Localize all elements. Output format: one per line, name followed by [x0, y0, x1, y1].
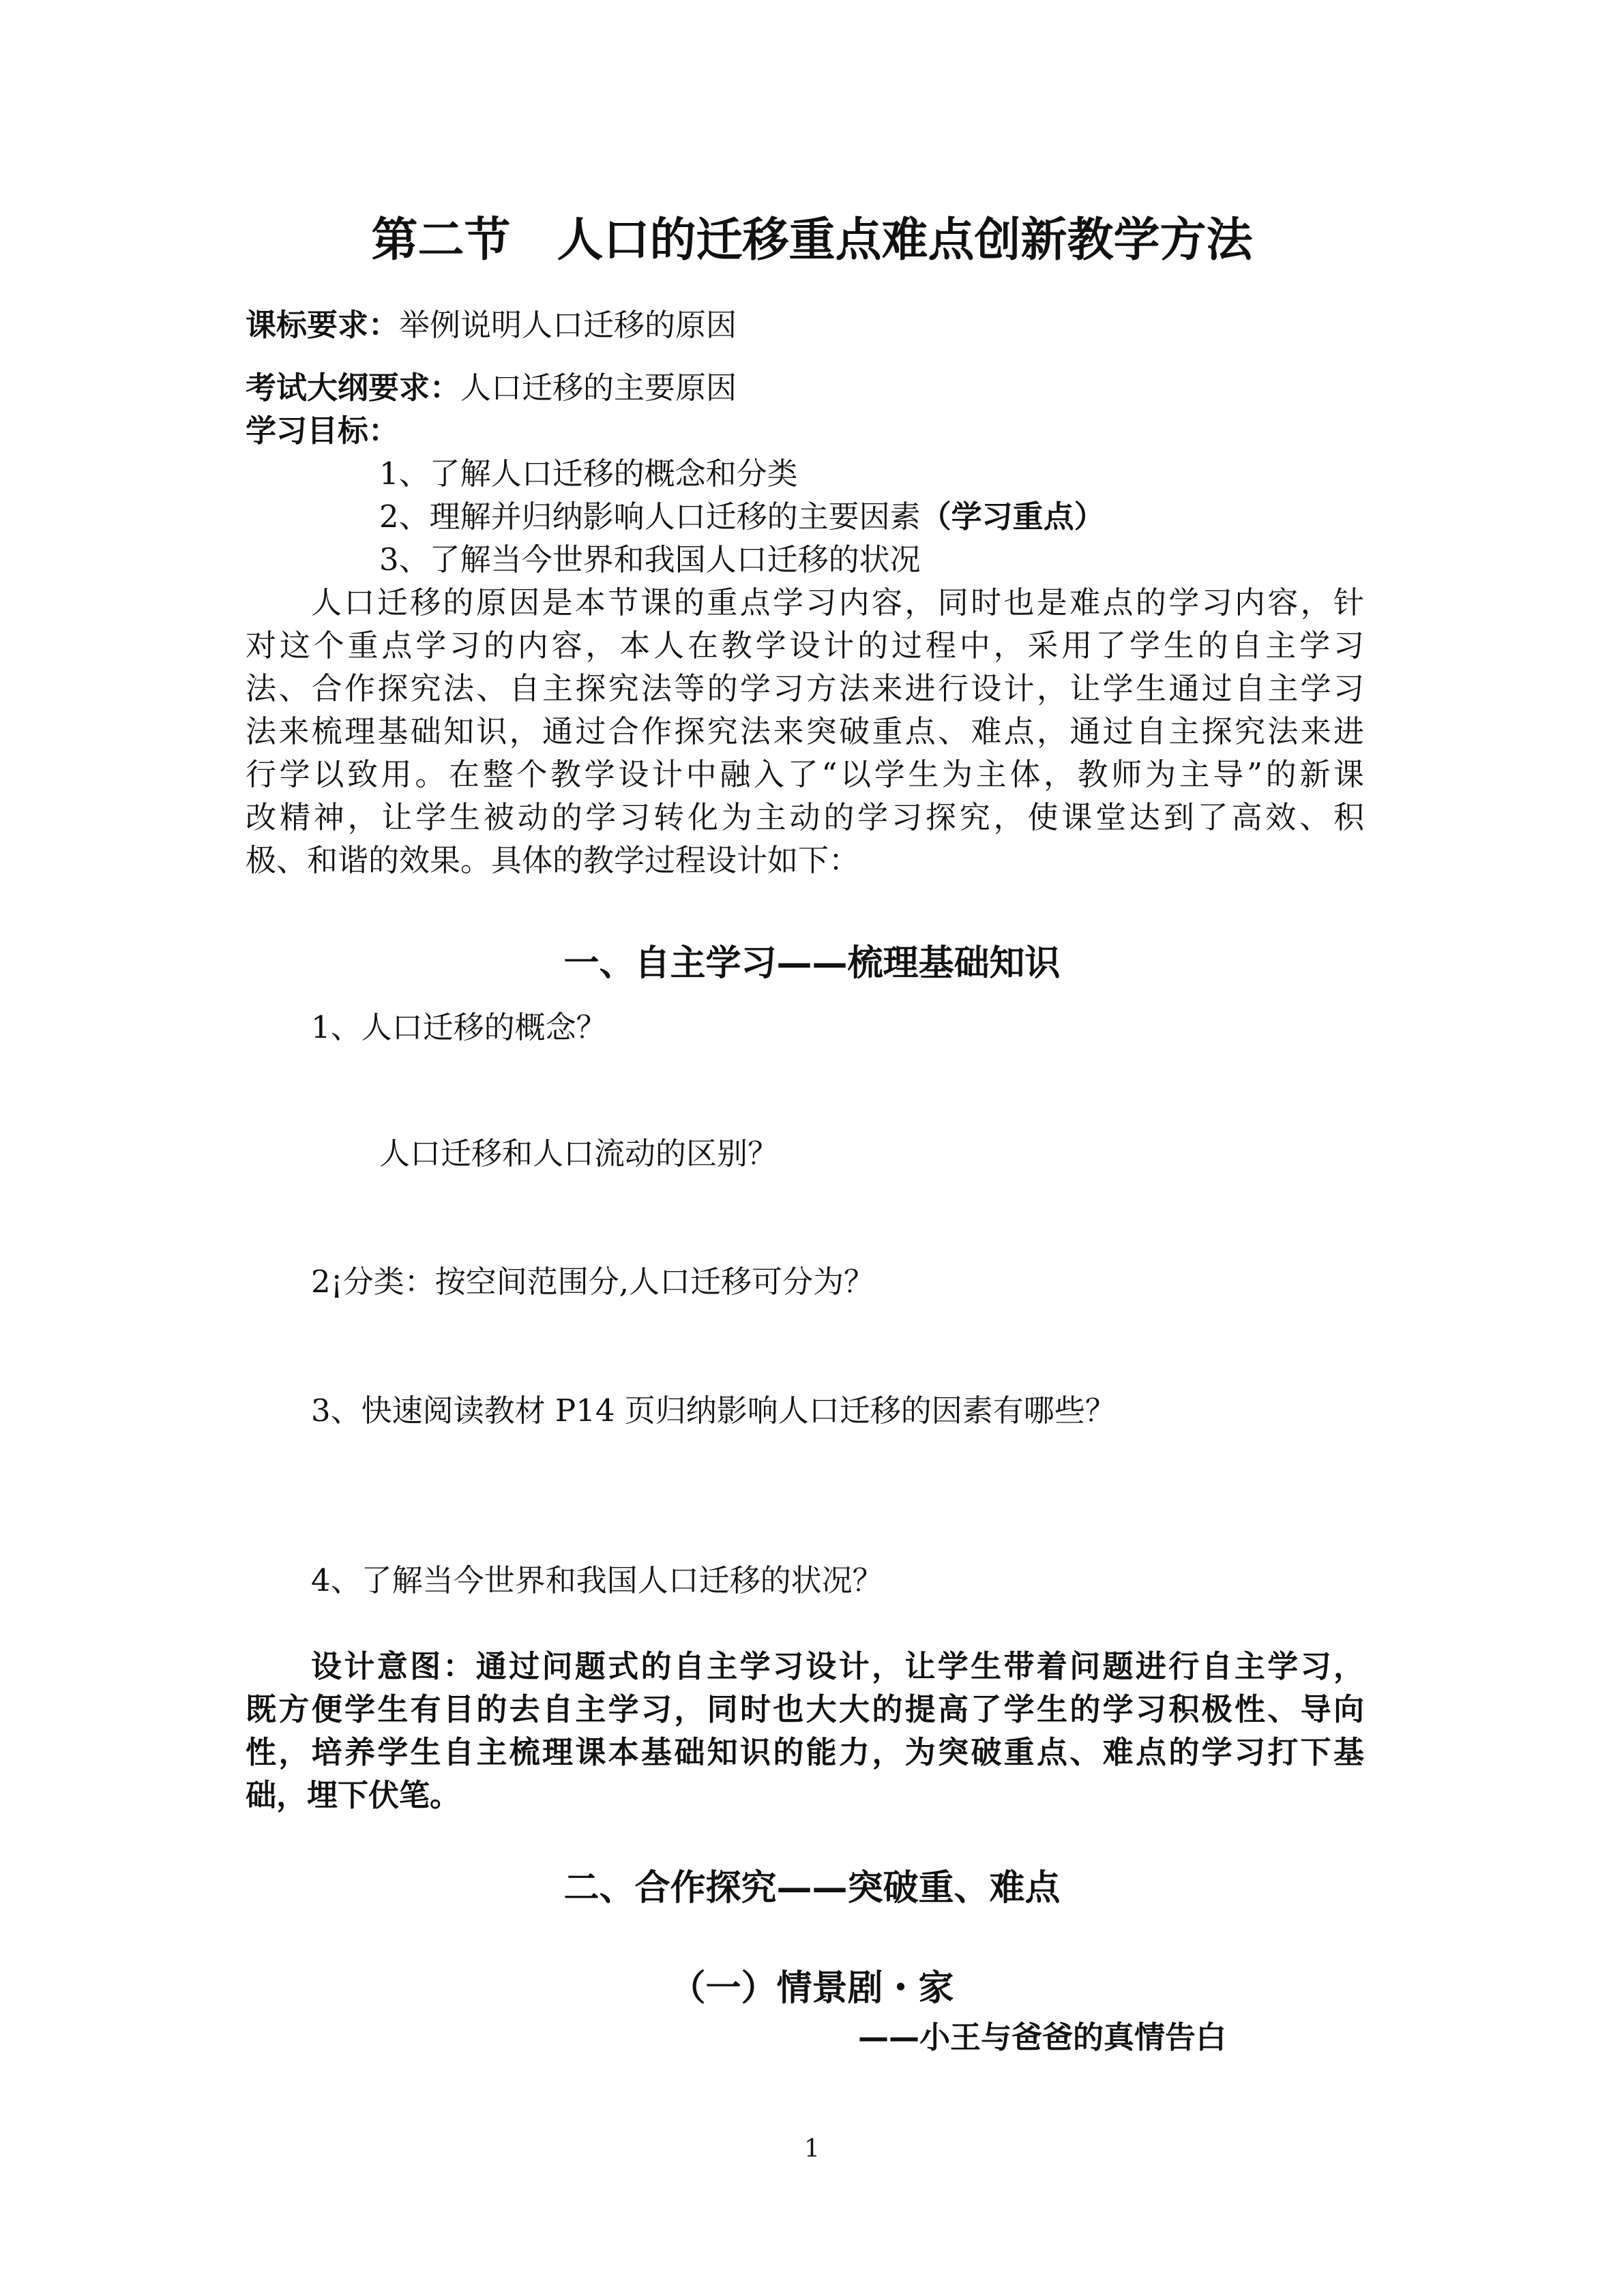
- exam-requirement: [246, 366, 737, 409]
- section-heading: 二、合作探究——突破重、难点: [563, 1868, 1061, 1909]
- intro-line: 行学以致用。在整个教学设计中融入了“以学生为主体，教师为主导”的新课: [246, 756, 1364, 792]
- goal-item: [379, 538, 921, 581]
- design-intent-line: 既方便学生有目的去自主学习，同时也大大的提高了学生的学习积极性、导向: [246, 1691, 1364, 1727]
- intro-line: 法来梳理基础知识，通过合作探究法来突破重点、难点，通过自主探究法来进: [246, 713, 1364, 749]
- goal-text: 1、了解人口迁移的概念和分类: [379, 456, 798, 492]
- page-title: 第二节 人口的迁移重点难点创新教学方法: [371, 213, 1253, 267]
- design-intent-line: 础，埋下伏笔。: [246, 1777, 461, 1813]
- subsection-heading: （一）情景剧・家: [670, 1968, 954, 2009]
- intro-line: 极、和谐的效果。具体的教学过程设计如下：: [246, 842, 860, 878]
- goal-item: [379, 495, 1105, 538]
- question-item: 4、了解当今世界和我国人口迁移的状况？: [311, 1562, 883, 1598]
- design-intent-line: 性，培养学生自主梳理课本基础知识的能力，为突破重点、难点的学习打下基: [246, 1734, 1364, 1770]
- goal-text: 3、了解当今世界和我国人口迁移的状况: [379, 541, 921, 578]
- requirement-text: 举例说明人口迁移的原因: [399, 307, 737, 343]
- goal-emphasis: （学习重点）: [920, 498, 1105, 535]
- goals-label: 学习目标：: [246, 413, 400, 449]
- intro-line: 改精神，让学生被动的学习转化为主动的学习探究，使课堂达到了高效、积: [246, 799, 1364, 835]
- requirement-label: 课标要求：: [246, 307, 400, 343]
- section-heading: 一、自主学习——梳理基础知识: [563, 943, 1061, 984]
- subsection-subtitle: ——小王与爸爸的真情告白: [858, 2019, 1227, 2055]
- requirement-label: 考试大纲要求：: [246, 370, 461, 406]
- question-item: 3、快速阅读教材 P14 页归纳影响人口迁移的因素有哪些？: [311, 1392, 1116, 1429]
- curriculum-requirement: [246, 303, 737, 346]
- question-item: 2¡分类：按空间范围分,人口迁移可分为？: [311, 1264, 875, 1300]
- design-intent-line: 设计意图：通过问题式的自主学习设计，让学生带着问题进行自主学习，: [311, 1648, 1364, 1684]
- question-item: 1、人口迁移的概念？: [311, 1009, 607, 1045]
- intro-line: 人口迁移的原因是本节课的重点学习内容，同时也是难点的学习内容，针: [311, 584, 1364, 621]
- page-number: 1: [804, 2135, 820, 2163]
- goal-text: 2、理解并归纳影响人口迁移的主要因素: [379, 498, 921, 535]
- requirement-text: 人口迁移的主要原因: [460, 370, 737, 406]
- goal-item: [379, 452, 798, 495]
- intro-line: 法、合作探究法、自主探究法等的学习方法来进行设计，让学生通过自主学习: [246, 670, 1364, 706]
- intro-line: 对这个重点学习的内容，本人在教学设计的过程中，采用了学生的自主学习: [246, 627, 1364, 664]
- question-item: 人口迁移和人口流动的区别？: [379, 1135, 779, 1172]
